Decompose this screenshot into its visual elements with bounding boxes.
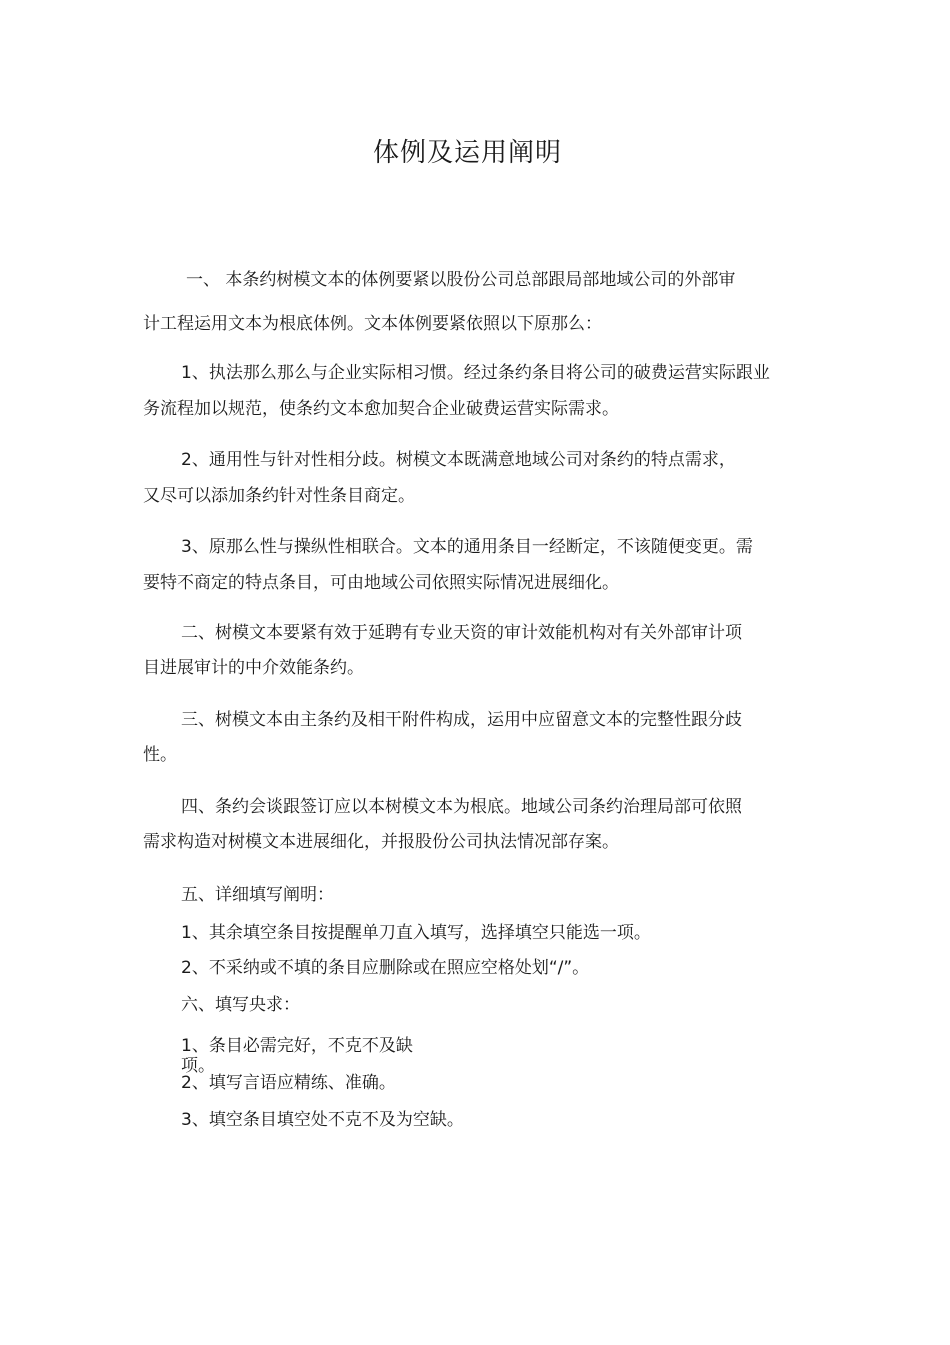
text-line: 3、原那么性与操纵性相联合。文本的通用条目一经断定，不该随便变更。需 bbox=[181, 537, 753, 557]
text-line: 一、 本条约树模文本的体例要紧以股份公司总部跟局部地域公司的外部审 bbox=[186, 270, 736, 290]
text-line: 2、不采纳或不填的条目应删除或在照应空格处划“/”。 bbox=[181, 958, 590, 978]
text-line: 二、树模文本要紧有效于延聘有专业天资的审计效能机构对有关外部审计项 bbox=[181, 623, 742, 643]
text-line: 1、条目必需完好，不克不及缺 bbox=[181, 1036, 413, 1056]
text-line: 2、通用性与针对性相分歧。树模文本既满意地域公司对条约的特点需求， bbox=[181, 450, 736, 470]
text-line: 务流程加以规范，使条约文本愈加契合企业破费运营实际需求。 bbox=[143, 399, 619, 419]
text-line: 目进展审计的中介效能条约。 bbox=[143, 658, 364, 678]
text-line: 四、条约会谈跟签订应以本树模文本为根底。地域公司条约治理局部可依照 bbox=[181, 797, 742, 817]
section-heading: 五、详细填写阐明： bbox=[181, 885, 334, 905]
text-line: 需求构造对树模文本进展细化，并报股份公司执法情况部存案。 bbox=[143, 832, 619, 852]
text-line: 要特不商定的特点条目，可由地域公司依照实际情况进展细化。 bbox=[143, 573, 619, 593]
text-line: 三、树模文本由主条约及相干附件构成，运用中应留意文本的完整性跟分歧 bbox=[181, 710, 742, 730]
section-heading: 六、填写央求： bbox=[181, 995, 300, 1015]
text-line: 项。 bbox=[181, 1056, 215, 1076]
text-line: 2、填写言语应精练、准确。 bbox=[181, 1073, 396, 1093]
text-line: 又尽可以添加条约针对性条目商定。 bbox=[143, 486, 415, 506]
text-line: 1、执法那么那么与企业实际相习惯。经过条约条目将公司的破费运营实际跟业 bbox=[181, 363, 770, 383]
text-line: 3、填空条目填空处不克不及为空缺。 bbox=[181, 1110, 464, 1130]
text-line: 计工程运用文本为根底体例。文本体例要紧依照以下原那么： bbox=[143, 314, 602, 334]
text-line: 性。 bbox=[143, 745, 177, 765]
text-line: 1、其余填空条目按提醒单刀直入填写，选择填空只能选一项。 bbox=[181, 923, 651, 943]
document-title: 体例及运用阐明 bbox=[372, 138, 562, 168]
